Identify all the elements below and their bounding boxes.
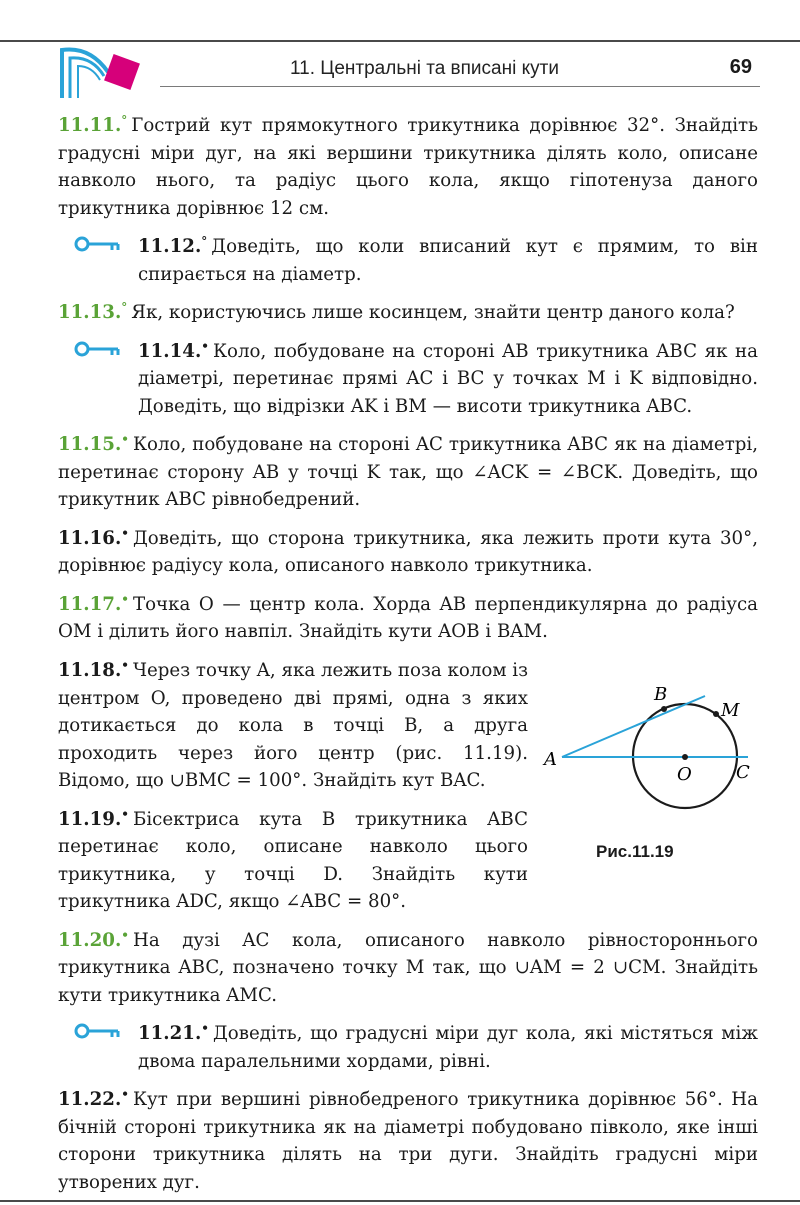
problem-text: Бісектриса кута B трикутника ABC перетинає коло, описане навколо цього трикутника, у точці D. Знайдіть кути трикутника ADC, якщо ∠ABC = 80°. [58,808,528,913]
figure-caption: Рис.11.19 [596,842,674,861]
problem-11-16 [58,520,758,580]
problem-text: Доведіть, що сторона трикутника, яка лежить проти кута 30°, дорівнює радіусу кола, описаного навколо трикутника. [58,527,758,577]
problem-11-12 [58,228,758,288]
point-B [661,706,667,712]
problem-11-13 [58,294,758,327]
label-A: A [544,749,557,770]
header-rule [160,86,760,87]
problem-text: На дузі AC кола, описаного навколо рівностороннього трикутника ABC, позначено точку M так, що ∪AM = 2 ∪CM. Знайдіть кути трикутника AMC. [58,929,758,1006]
problem-number: 11.11.° [58,113,128,137]
problem-number: 11.19.• [58,806,129,830]
problem-text: Кут при вершині рівнобедреного трикутника дорівнює 56°. На бічній стороні трикутника як на діаметрі побудовано півколо, яке інші сторони трикутника ділять на три дуги. Знайдіть градусні міри утворених дуг. [58,1089,758,1193]
problem-11-22 [58,1081,758,1196]
problem-number: 11.20.• [58,927,129,951]
problem-text: Через точку A, яка лежить поза колом із центром O, проведено дві прямі, одна з яких дотикається до кола в точці B, а друга проходить через його центр (рис. 11.19). Відомо, що ∪BMC = 100°. Знайдіть кут BAC. [58,660,528,791]
problem-11-15 [58,426,758,514]
problem-number: 11.16.• [58,525,129,549]
problem-number: 11.14.• [138,338,209,362]
problem-text: Гострий кут прямокутного трикутника дорівнює 32°. Знайдіть градусні міри дуг, на які вершини трикутника ділять коло, описане навколо нього, та радіус цього кола, якщо гіпотенуза даного трикутника дорівнює 12 см. [58,115,758,219]
problem-11-20 [58,922,758,1010]
problem-11-19 [58,801,528,916]
problem-number: 11.13.° [58,300,128,324]
point-O [682,754,688,760]
key-icon [74,341,122,357]
problem-11-18 [58,652,528,795]
label-B: B [654,684,668,705]
problem-number: 11.22.• [58,1087,129,1111]
problem-11-11 [58,107,758,222]
problem-11-17 [58,586,758,646]
problem-number: 11.17.• [58,591,129,615]
point-M [713,711,719,717]
key-icon [74,236,122,252]
label-C: C [736,762,750,783]
problem-text: Як, користуючись лише косинцем, знайти центр даного кола? [131,302,735,324]
label-O: O [677,764,692,785]
page-header-title: 11. Центральні та вписані кути [290,58,559,79]
chapter-logo-icon [60,42,140,100]
label-M: M [721,700,740,721]
top-border [0,0,800,42]
page-number: 69 [729,56,752,78]
problem-11-14 [58,333,758,421]
problem-number: 11.12.° [138,234,208,258]
problem-text: Доведіть, що градусні міри дуг кола, які містяться між двома паралельними хордами, рівні. [138,1023,758,1072]
bottom-border [0,1200,800,1202]
problem-text: Коло, побудоване на стороні AB трикутника ABC як на діаметрі, перетинає прямі AC і BC у точках M і K відповідно. Доведіть, що відрізки AK і BM — висоти трикутника ABC. [138,340,758,417]
problem-number: 11.21.• [138,1021,209,1045]
problem-number: 11.18.• [58,657,129,681]
problem-text: Точка O — центр кола. Хорда AB перпендикулярна до радіуса OM і ділить його навпіл. Знайдіть кути AOB і BAM. [58,593,758,643]
problems-list [58,107,758,1202]
problem-text: Доведіть, що коли вписаний кут є прямим, то він спирається на діаметр. [138,236,758,285]
key-icon [74,1023,122,1039]
problem-number: 11.15.• [58,432,129,456]
problem-11-21 [58,1015,758,1075]
problem-text: Коло, побудоване на стороні AC трикутника ABC як на діаметрі, перетинає сторону AB у точці K так, що ∠ACK = ∠BCK. Доведіть, що трикутник ABC рівнобедрений. [58,434,758,511]
